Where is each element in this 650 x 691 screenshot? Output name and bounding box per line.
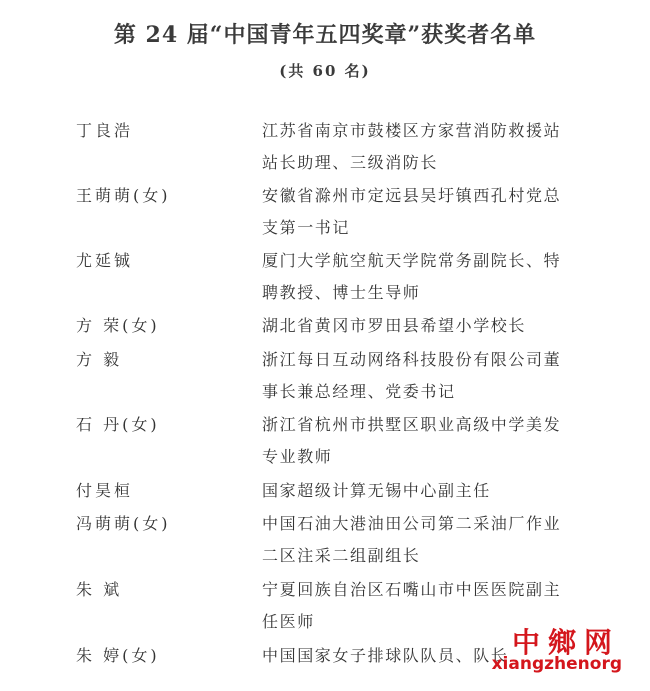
awardee-position-line: 国家超级计算无锡中心副主任 xyxy=(262,481,491,500)
awardee-position-line: 支第一书记 xyxy=(262,218,351,237)
awardee-position-line: 事长兼总经理、党委书记 xyxy=(262,382,456,401)
document-title: 第 24 届“中国青年五四奖章”获奖者名单 xyxy=(113,22,537,48)
watermark-en: xiangzhenorg xyxy=(491,654,622,674)
awardee-position-line: 安徽省滁州市定远县吴圩镇西孔村党总 xyxy=(262,186,562,205)
awardee-name: 王萌萌(女) xyxy=(76,186,171,205)
awardee-position-line: 二区注采二组副组长 xyxy=(262,546,421,565)
awardee-position-line: 中国石油大港油田公司第二采油厂作业 xyxy=(262,514,562,533)
watermark-cn: 中鄉网 xyxy=(511,626,620,659)
awardee-position-line: 任医师 xyxy=(262,612,315,631)
awardee-name: 冯萌萌(女) xyxy=(76,514,171,533)
awardee-position-line: 专业教师 xyxy=(262,447,333,466)
document-subtitle: (共 60 名) xyxy=(279,62,371,80)
awardee-name: 方 毅 xyxy=(76,350,123,369)
awardee-position-line: 站长助理、三级消防长 xyxy=(262,153,439,172)
awardee-position-line: 浙江每日互动网络科技股份有限公司董 xyxy=(262,350,562,369)
awardee-position-line: 中国国家女子排球队队员、队长 xyxy=(262,646,509,665)
awardee-position-line: 浙江省杭州市拱墅区职业高级中学美发 xyxy=(262,415,562,434)
awardee-name: 付昊桓 xyxy=(76,481,134,500)
awardee-name: 丁良浩 xyxy=(76,121,134,140)
awardee-position-line: 厦门大学航空航天学院常务副院长、特 xyxy=(262,251,562,270)
awardee-name: 尤延铖 xyxy=(76,251,134,270)
awardee-name: 朱 婷(女) xyxy=(76,646,160,665)
awardee-position-line: 湖北省黄冈市罗田县希望小学校长 xyxy=(262,316,527,335)
watermark-logo xyxy=(490,621,630,683)
awardee-position-line: 宁夏回族自治区石嘴山市中医医院副主 xyxy=(262,580,562,599)
awardee-name: 朱 斌 xyxy=(76,580,123,599)
awardee-position-line: 聘教授、博士生导师 xyxy=(262,283,421,302)
awardee-position-line: 江苏省南京市鼓楼区方家营消防救援站 xyxy=(262,121,562,140)
awardee-name: 方 荣(女) xyxy=(76,316,160,335)
awardee-name: 石 丹(女) xyxy=(76,415,160,434)
